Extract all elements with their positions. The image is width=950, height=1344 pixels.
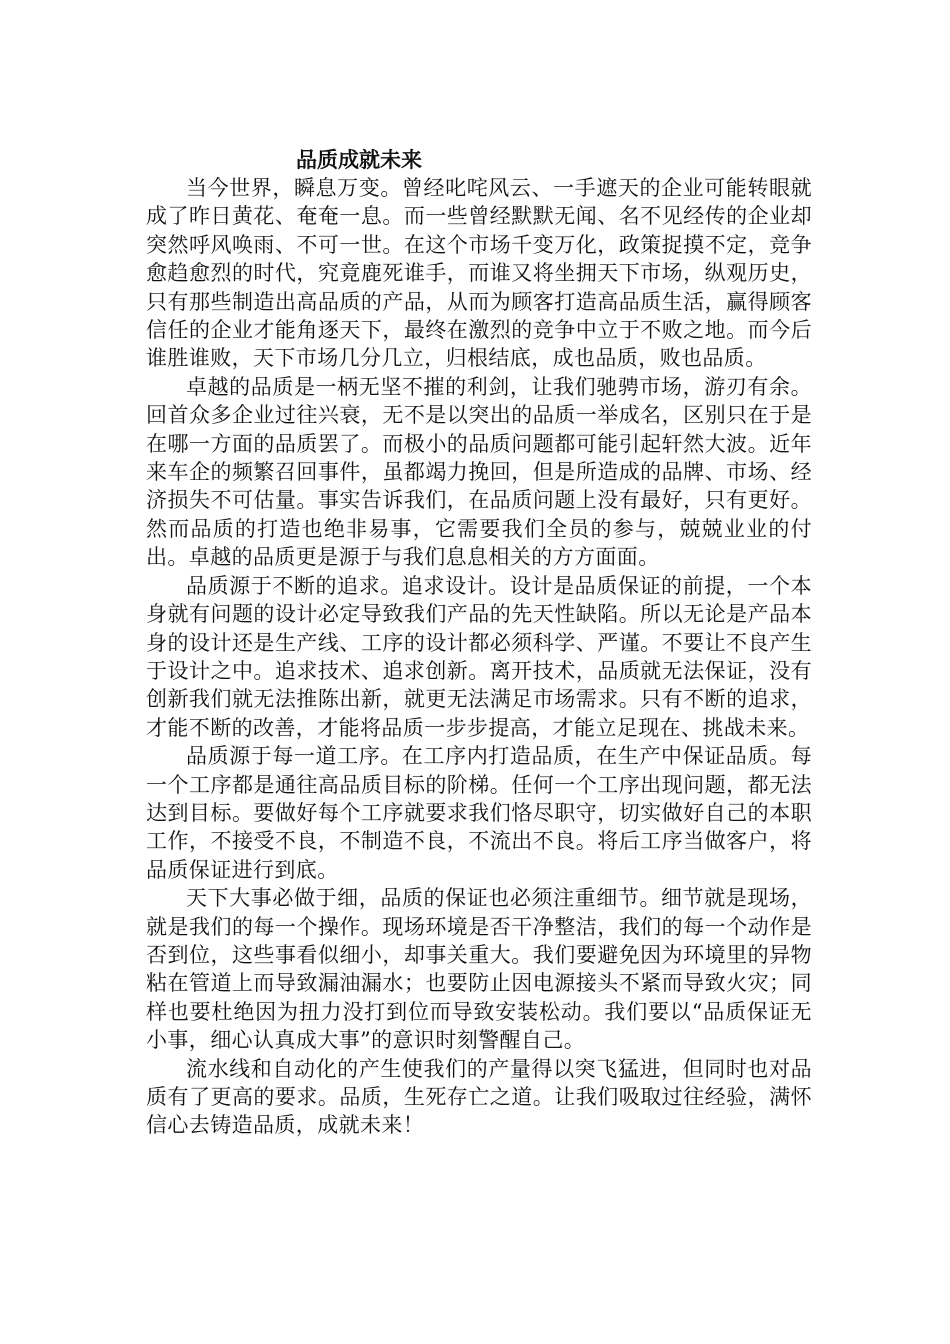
document-title: 品质成就未来 (296, 147, 422, 172)
paragraph-process: 品质源于每一道工序。在工序内打造品质，在生产中保证品质。每一个工序都是通往高品质目标的阶梯。任何一个工序出现问题，都无法达到目标。要做好每个工序就要求我们恪尽职守，切实做好自己的本职工作，不接受不良，不制造不良，不流出不良。将后工序当做客户，将品质保证进行到底。 (146, 744, 812, 882)
paragraph-details: 天下大事必做于细，品质的保证也必须注重细节。细节就是现场，就是我们的每一个操作。现场环境是否干净整洁，我们的每一个动作是否到位，这些事看似细小，却事关重大。我们要避免因为环境里的异物粘在管道上而导致漏油漏水；也要防止因电源接头不紧而导致火灾；同样也要杜绝因为扭力没打到位而导致安装松动。我们要以“品质保证无小事，细心认真成大事”的意识时刻警醒自己。 (146, 886, 812, 1053)
paragraph-pursuit: 品质源于不断的追求。追求设计。设计是品质保证的前提，一个本身就有问题的设计必定导致我们产品的先天性缺陷。所以无论是产品本身的设计还是生产线、工序的设计都必须科学、严谨。不要让不良产生于设计之中。追求技术、追求创新。离开技术，品质就无法保证，没有创新我们就无法推陈出新，就更无法满足市场需求。只有不断的追求，才能不断的改善，才能将品质一步步提高，才能立足现在、挑战未来。 (146, 573, 812, 740)
paragraph-conclusion: 流水线和自动化的产生使我们的产量得以突飞猛进，但同时也对品质有了更高的要求。品质，生死存亡之道。让我们吸取过往经验，满怀信心去铸造品质，成就未来！ (146, 1056, 812, 1138)
document-page (146, 146, 812, 1140)
paragraph-intro: 当今世界，瞬息万变。曾经叱咤风云、一手遮天的企业可能转眼就成了昨日黄花、奄奄一息。而一些曾经默默无闻、名不见经传的企业却突然呼风唤雨、不可一世。在这个市场千变万化，政策捉摸不定，竞争愈趋愈烈的时代，究竟鹿死谁手，而谁又将坐拥天下市场，纵观历史，只有那些制造出高品质的产品，从而为顾客打造高品质生活，赢得顾客信任的企业才能角逐天下，最终在激烈的竞争中立于不败之地。而今后谁胜谁败，天下市场几分几立，归根结底，成也品质，败也品质。 (146, 176, 812, 371)
paragraph-sharp-sword: 卓越的品质是一柄无坚不摧的利剑，让我们驰骋市场，游刃有余。回首众多企业过往兴衰，无不是以突出的品质一举成名，区别只在于是在哪一方面的品质罢了。而极小的品质问题都可能引起轩然大波。近年来车企的频繁召回事件，虽都竭力挽回，但是所造成的品牌、市场、经济损失不可估量。事实告诉我们，在品质问题上没有最好，只有更好。然而品质的打造也绝非易事，它需要我们全员的参与，兢兢业业的付出。卓越的品质更是源于与我们息息相关的方方面面。 (146, 374, 812, 570)
